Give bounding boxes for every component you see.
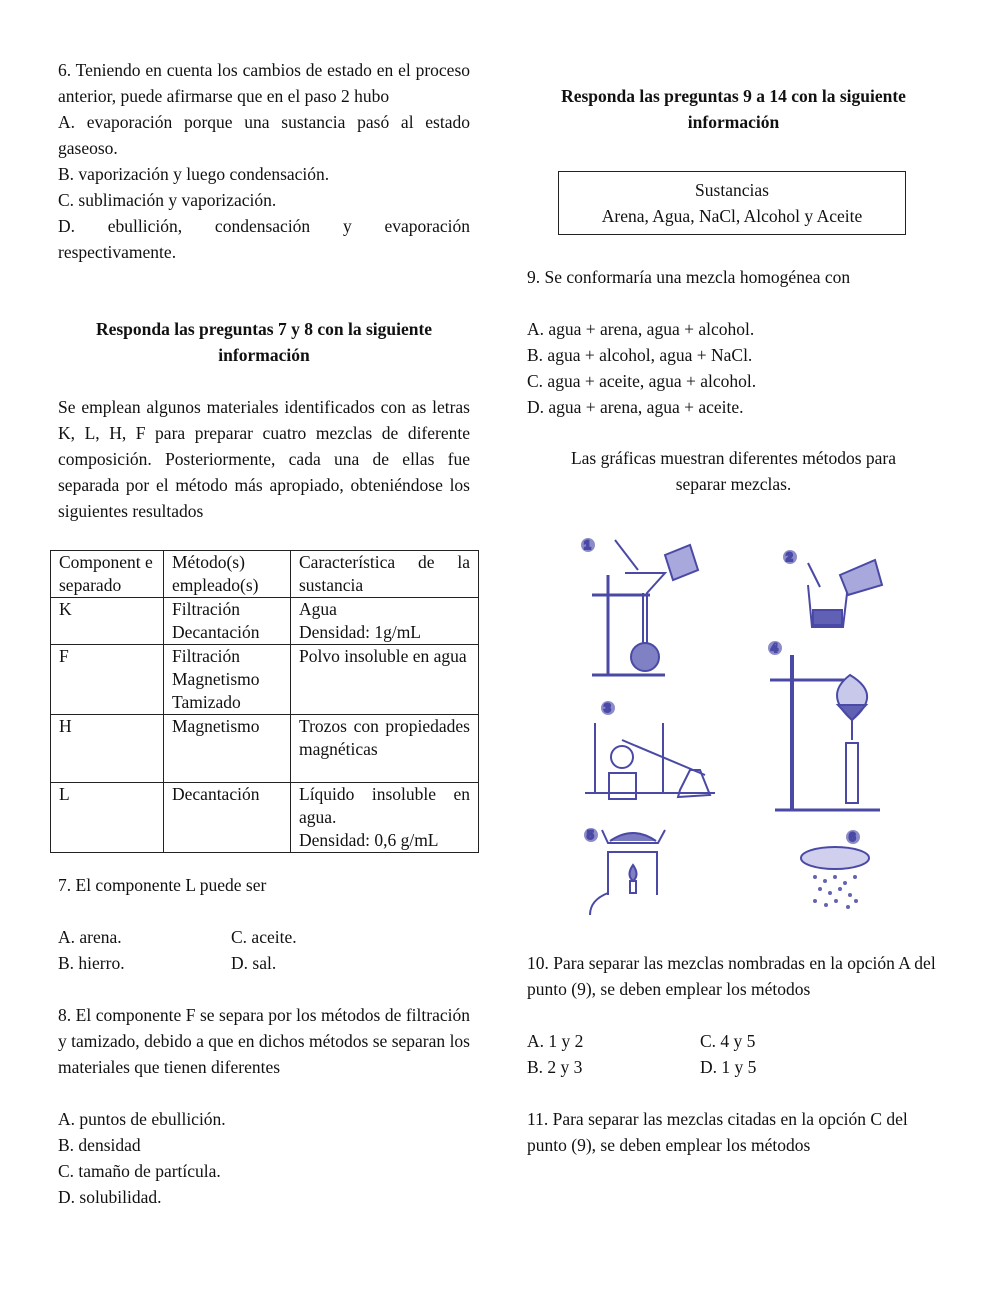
question-8-option-d: D. solubilidad. bbox=[58, 1187, 162, 1207]
figure-label-4: 4 bbox=[771, 641, 778, 655]
table-row bbox=[51, 598, 479, 645]
method: Filtración bbox=[172, 646, 241, 666]
question-8-option-a: A. puntos de ebullición. bbox=[58, 1109, 226, 1129]
method: Decantación bbox=[172, 622, 260, 642]
question-9-stem: 9. Se conformaría una mezcla homogénea con bbox=[527, 267, 851, 287]
question-8-stem: 8. El componente F se separa por los métodos de filtración y tamizado, debido a que en dichos métodos se separan los materiales que tienen diferentes bbox=[58, 1005, 470, 1077]
method: Filtración bbox=[172, 599, 241, 619]
question-11-stem: 11. Para separar las mezclas citadas en la opción C del punto (9), se deben emplear los métodos bbox=[527, 1109, 908, 1155]
question-7-option-b: B. hierro. bbox=[58, 953, 125, 973]
question-6-option-a: A. evaporación porque una sustancia pasó al estado gaseoso. bbox=[58, 112, 470, 158]
header-characteristic: Característica de la sustancia bbox=[291, 551, 479, 598]
separatory-funnel-icon bbox=[768, 641, 880, 810]
question-6 bbox=[58, 57, 470, 265]
question-7-stem: 7. El componente L puede ser bbox=[58, 875, 267, 895]
figure-label-3: 3 bbox=[604, 701, 611, 715]
question-6-option-b: B. vaporización y luego condensación. bbox=[58, 164, 330, 184]
question-8-option-c: C. tamaño de partícula. bbox=[58, 1161, 221, 1181]
question-7-option-d: D. sal. bbox=[231, 953, 277, 973]
graphs-intro: Las gráficas muestran diferentes métodos para separar mezclas. bbox=[570, 448, 897, 494]
cell-characteristic bbox=[291, 645, 479, 715]
characteristic: Densidad: 1g/mL bbox=[299, 622, 421, 642]
substances-title: Sustancias bbox=[695, 180, 769, 200]
substances-box bbox=[558, 171, 906, 235]
evaporation-apparatus-icon bbox=[584, 828, 665, 915]
method: Magnetismo bbox=[172, 669, 260, 689]
characteristic: Polvo insoluble en agua bbox=[299, 646, 467, 666]
question-6-stem: 6. Teniendo en cuenta los cambios de estado en el proceso anterior, puede afirmarse que en el paso 2 hubo bbox=[58, 60, 470, 106]
table-header-row bbox=[51, 551, 479, 598]
separation-methods-figure bbox=[530, 525, 940, 925]
characteristic: Trozos con propiedades magnéticas bbox=[299, 716, 470, 759]
table-row bbox=[51, 715, 479, 783]
header-component: Component e separado bbox=[51, 551, 164, 598]
method: Magnetismo bbox=[172, 716, 260, 736]
substances-list: Arena, Agua, NaCl, Alcohol y Aceite bbox=[601, 206, 863, 226]
question-7-options bbox=[58, 924, 470, 976]
question-10-option-b: B. 2 y 3 bbox=[527, 1057, 583, 1077]
filtration-apparatus-icon bbox=[581, 538, 698, 675]
question-7-option-c: C. aceite. bbox=[231, 927, 297, 947]
table-row bbox=[51, 645, 479, 715]
cell-characteristic bbox=[291, 783, 479, 853]
question-7 bbox=[58, 872, 470, 976]
question-9-option-d: D. agua + arena, agua + aceite. bbox=[527, 397, 744, 417]
characteristic: Agua bbox=[299, 599, 337, 619]
question-9-option-a: A. agua + arena, agua + alcohol. bbox=[527, 319, 755, 339]
question-6-option-d: D. ebullición, condensación y evaporación respectivamente. bbox=[58, 216, 470, 262]
characteristic: Densidad: 0,6 g/mL bbox=[299, 830, 439, 850]
figure-label-6: 6 bbox=[849, 830, 856, 844]
method: Tamizado bbox=[172, 692, 241, 712]
question-11 bbox=[527, 1106, 940, 1158]
figure-label-5: 5 bbox=[587, 828, 594, 842]
question-8-option-b: B. densidad bbox=[58, 1135, 141, 1155]
cell-characteristic bbox=[291, 715, 479, 783]
cell-methods bbox=[164, 598, 291, 645]
cell-component: L bbox=[51, 783, 164, 853]
sieving-apparatus-icon bbox=[801, 830, 869, 909]
question-8 bbox=[58, 1002, 470, 1210]
question-9 bbox=[527, 264, 940, 420]
intro-questions-7-8: Se emplean algunos materiales identificados con as letras K, L, H, F para preparar cuatro mezclas de diferente composición. Posteriormente, cada una de ellas fue separada por el método más apropiado, obteniéndose los siguientes resultados bbox=[58, 397, 470, 521]
question-10-option-a: A. 1 y 2 bbox=[527, 1031, 584, 1051]
cell-methods bbox=[164, 645, 291, 715]
method: Decantación bbox=[172, 784, 260, 804]
table-row bbox=[51, 783, 479, 853]
distillation-apparatus-icon bbox=[585, 701, 715, 799]
question-10-options bbox=[527, 1028, 940, 1080]
question-9-option-b: B. agua + alcohol, agua + NaCl. bbox=[527, 345, 753, 365]
question-6-option-c: C. sublimación y vaporización. bbox=[58, 190, 277, 210]
cell-component: K bbox=[51, 598, 164, 645]
header-methods: Método(s) empleado(s) bbox=[164, 551, 291, 598]
decantation-apparatus-icon bbox=[783, 550, 882, 627]
cell-component: F bbox=[51, 645, 164, 715]
question-7-option-a: A. arena. bbox=[58, 927, 122, 947]
question-10 bbox=[527, 950, 940, 1080]
results-table bbox=[50, 550, 479, 853]
figure-label-2: 2 bbox=[786, 550, 793, 564]
cell-methods bbox=[164, 715, 291, 783]
question-9-option-c: C. agua + aceite, agua + alcohol. bbox=[527, 371, 757, 391]
heading-questions-9-14: Responda las preguntas 9 a 14 con la siguiente información bbox=[561, 86, 906, 132]
characteristic: Líquido insoluble en agua. bbox=[299, 784, 470, 827]
question-10-stem: 10. Para separar las mezclas nombradas en la opción A del punto (9), se deben emplear los métodos bbox=[527, 953, 936, 999]
cell-characteristic bbox=[291, 598, 479, 645]
figure-label-1: 1 bbox=[584, 538, 591, 552]
heading-questions-7-8: Responda las preguntas 7 y 8 con la siguiente información bbox=[95, 319, 433, 365]
question-10-option-c: C. 4 y 5 bbox=[700, 1031, 756, 1051]
cell-component: H bbox=[51, 715, 164, 783]
cell-methods bbox=[164, 783, 291, 853]
question-10-option-d: D. 1 y 5 bbox=[700, 1057, 757, 1077]
